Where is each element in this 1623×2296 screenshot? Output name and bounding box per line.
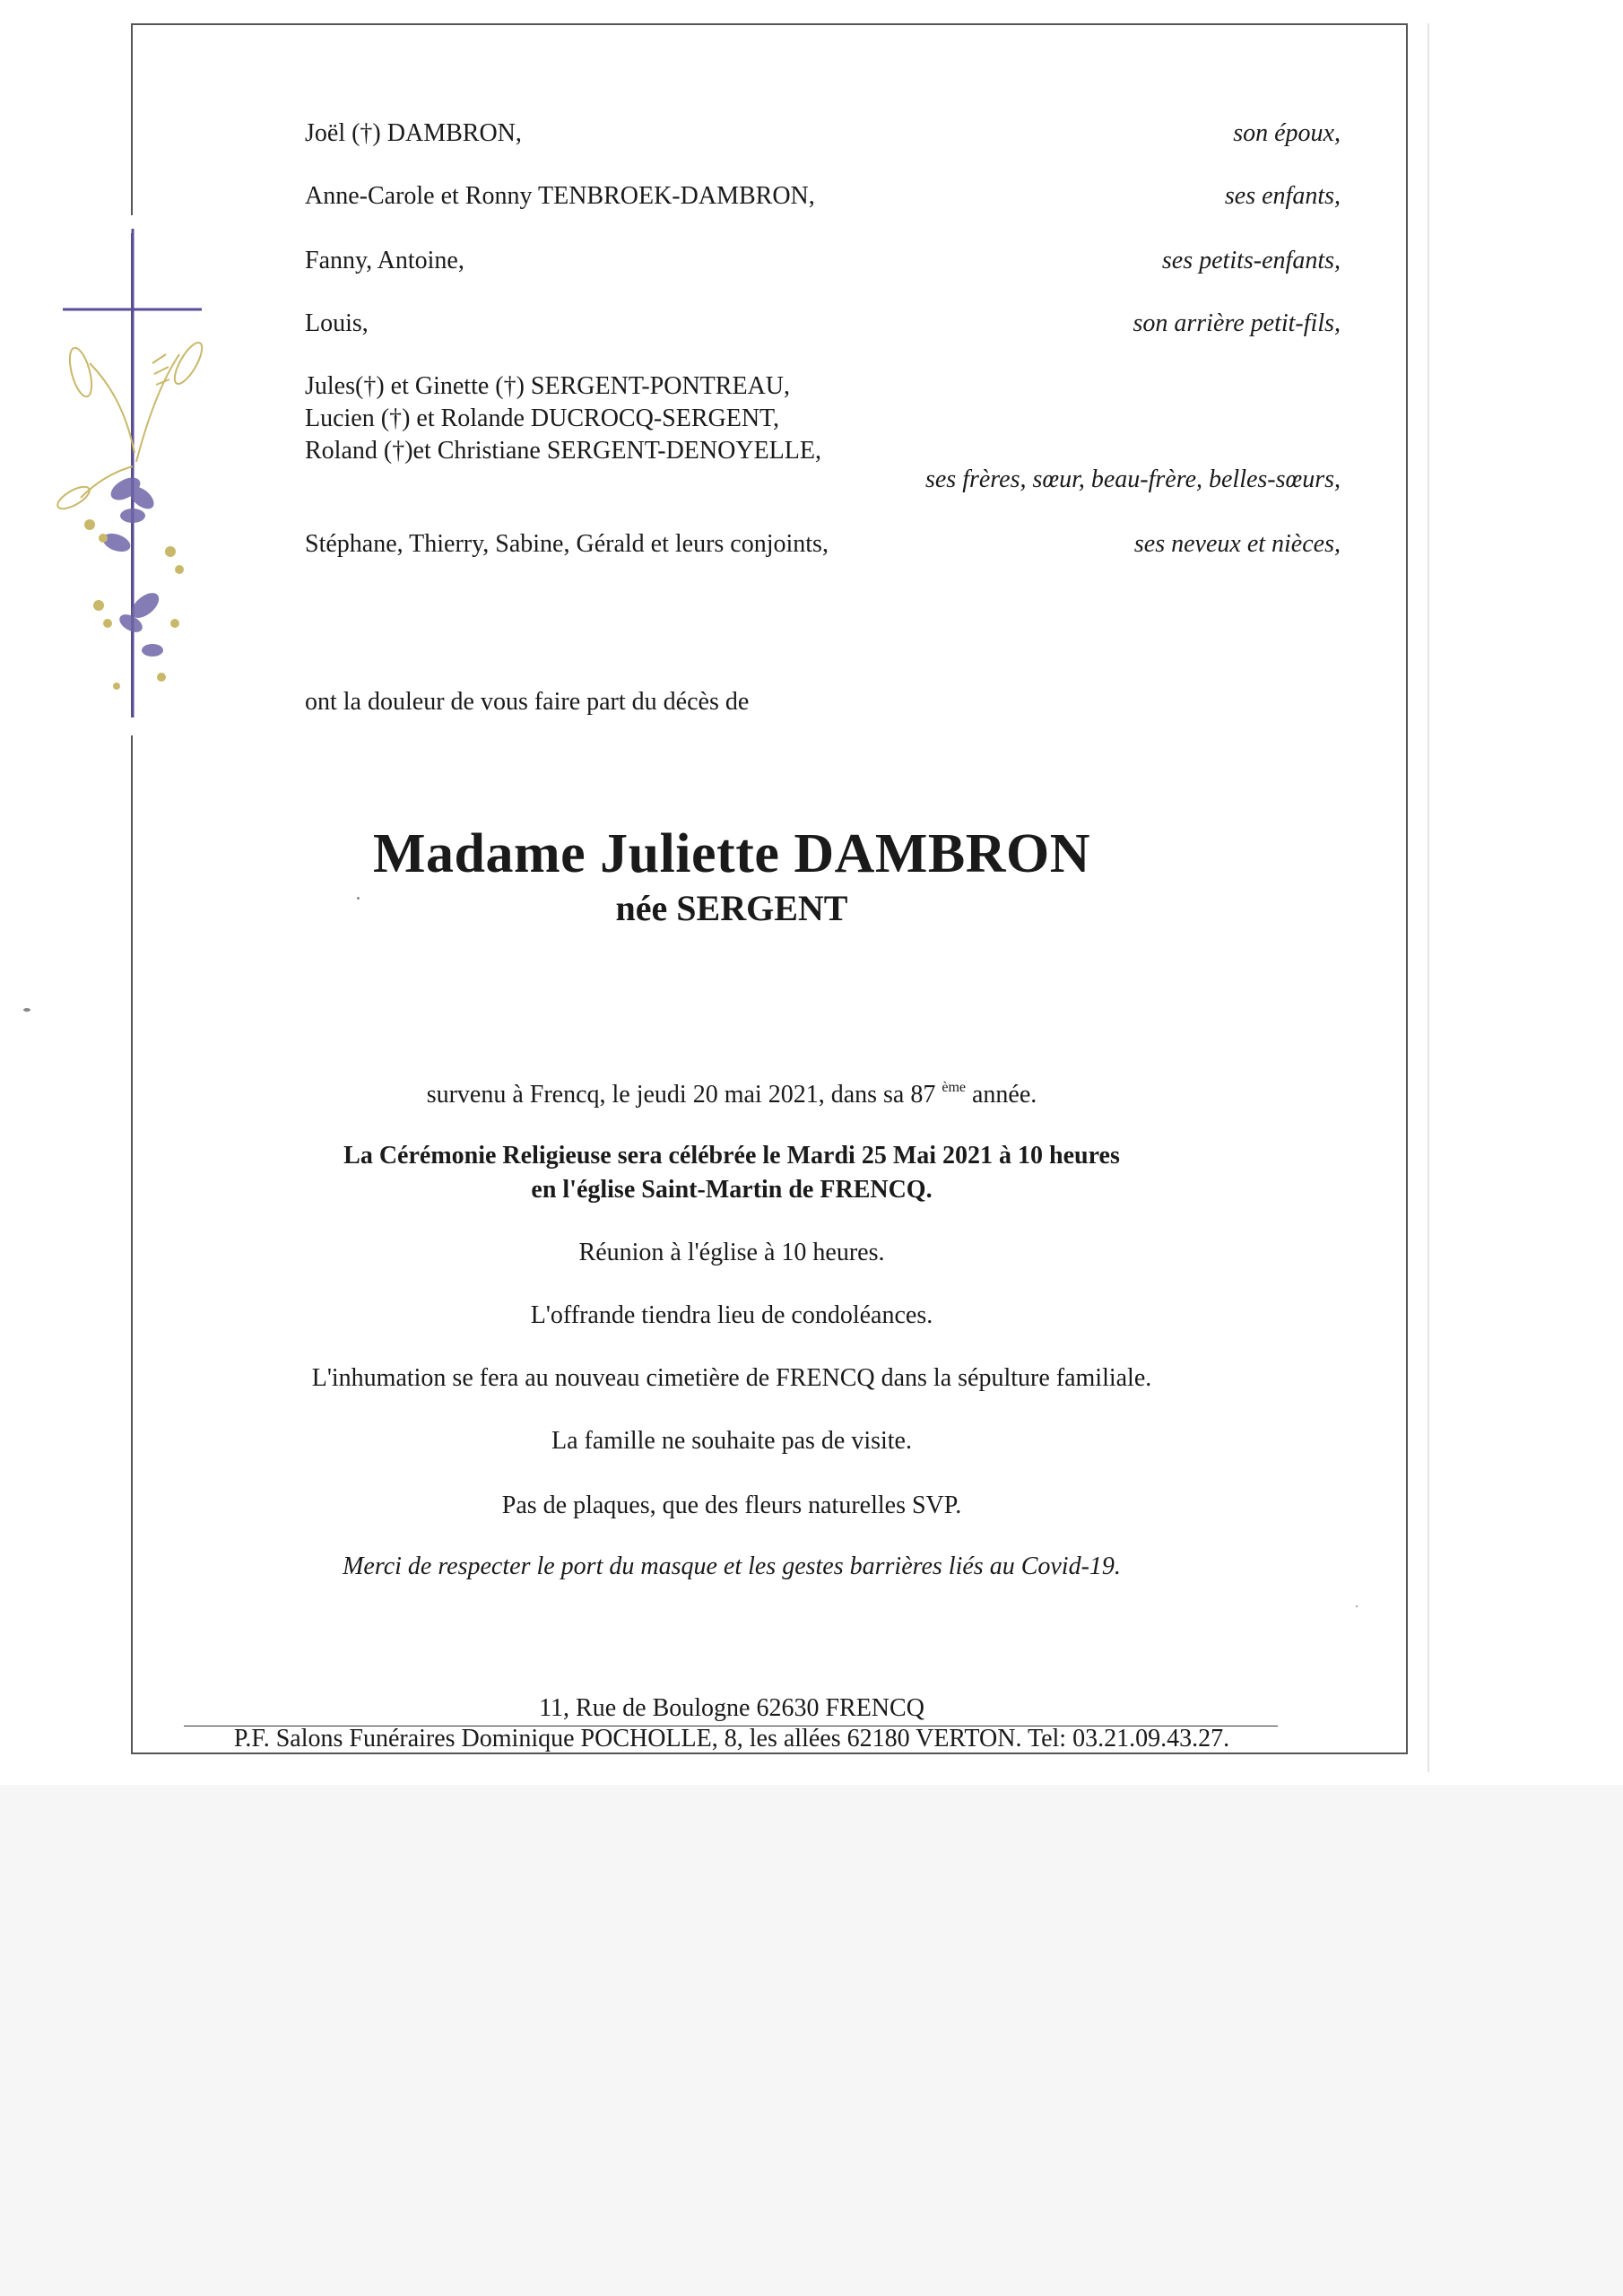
family-name-grandchildren: Fanny, Antoine, — [305, 247, 464, 274]
deceased-name: Madame Juliette DAMBRON — [372, 823, 1091, 884]
note-inhumation: L'inhumation se fera au nouveau cimetière de FRENCQ dans la sépulture familiale. — [311, 1364, 1152, 1392]
family-role-spouse: son époux, — [1233, 119, 1341, 147]
covid-note: Merci de respecter le port du masque et les gestes barrières liés au Covid-19. — [343, 1552, 1121, 1580]
ceremony-line-2: en l'église Saint-Martin de FRENCQ. — [531, 1176, 933, 1204]
family-name-great-grandchild: Louis, — [305, 309, 369, 337]
scan-bottom-area — [0, 1785, 1623, 2296]
funeral-home-info: P.F. Salons Funéraires Dominique POCHOLLE, 8, les allées 62180 VERTON. Tel: 03.21.09.43.27. — [233, 1725, 1230, 1752]
deceased-maiden-name: née SERGENT — [615, 888, 848, 928]
sibling-line: Roland (†)et Christiane SERGENT-DENOYELLE, — [305, 437, 821, 465]
address: 11, Rue de Boulogne 62630 FRENCQ — [539, 1694, 924, 1722]
family-role-great-grandchild: son arrière petit-fils, — [1133, 309, 1341, 337]
scan-speck — [357, 897, 360, 900]
note-plaques: Pas de plaques, que des fleurs naturelles SVP. — [501, 1492, 962, 1519]
nephews-name: Stéphane, Thierry, Sabine, Gérald et leurs conjoints, — [305, 530, 829, 558]
scan-speck — [23, 1008, 30, 1012]
death-info — [131, 1080, 1332, 1110]
sibling-line: Lucien (†) et Rolande DUCROCQ-SERGENT, — [305, 404, 780, 432]
note-offrande: L'offrande tiendra lieu de condoléances. — [530, 1301, 933, 1329]
death-ordinal-suffix: ème — [942, 1080, 966, 1095]
family-name-children: Anne-Carole et Ronny TENBROEK-DAMBRON, — [305, 182, 815, 210]
sibling-line: Jules(†) et Ginette (†) SERGENT-PONTREAU, — [305, 372, 791, 400]
ceremony-line-1: La Cérémonie Religieuse sera célébrée le Mardi 25 Mai 2021 à 10 heures — [343, 1142, 1120, 1170]
scan-edge — [1428, 23, 1429, 1772]
family-role-grandchildren: ses petits-enfants, — [1161, 247, 1341, 274]
family-role-children: ses enfants, — [1224, 182, 1341, 210]
siblings-role: ses frères, sœur, beau-frère, belles-sœurs, — [924, 465, 1341, 493]
scan-speck — [1356, 1605, 1358, 1607]
family-name-spouse: Joël (†) DAMBRON, — [305, 119, 522, 147]
note-visite: La famille ne souhaite pas de visite. — [551, 1427, 912, 1455]
death-tail: année. — [966, 1081, 1037, 1109]
nephews-role: ses neveux et nièces, — [1133, 530, 1341, 558]
note-reunion: Réunion à l'église à 10 heures. — [578, 1239, 885, 1266]
cross-icon — [63, 229, 202, 718]
death-text: survenu à Frencq, le jeudi 20 mai 2021, dans sa 87 — [426, 1081, 936, 1109]
cross-with-wheat-and-flowers-icon — [54, 229, 206, 731]
announcement-text: ont la douleur de vous faire part du décès de — [305, 688, 750, 716]
